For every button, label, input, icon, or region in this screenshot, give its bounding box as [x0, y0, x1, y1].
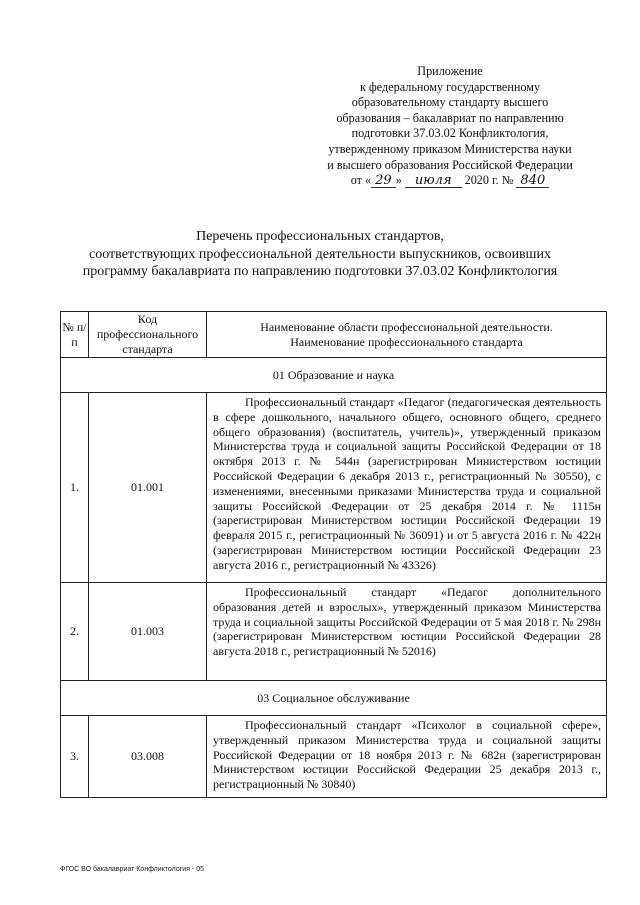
section-title: 01 Образование и наука — [61, 358, 607, 393]
appendix-line: образовательному стандарту высшего — [351, 95, 549, 110]
section-row — [61, 681, 607, 716]
date-year: 2020 г. № — [464, 173, 514, 188]
document-title — [30, 228, 610, 281]
header-number: № п/п — [61, 312, 89, 358]
title-line: Перечень профессиональных стандартов, — [196, 229, 444, 244]
row-standard-name — [207, 393, 607, 583]
row-code: 01.003 — [89, 583, 207, 681]
header-name-line: Наименование профессионального стандарта — [290, 334, 523, 349]
appendix-line: Приложение — [417, 64, 483, 78]
handwritten-month: июля — [405, 174, 462, 188]
row-code: 01.001 — [89, 393, 207, 583]
appendix-line: образования – бакалавриат по направлению — [336, 110, 564, 125]
row-number: 1. — [61, 393, 89, 583]
section-title: 03 Социальное обслуживание — [61, 681, 607, 716]
table-row — [61, 716, 607, 798]
handwritten-day: 29 — [371, 174, 396, 188]
date-mid: » — [395, 173, 402, 188]
header-name-line: Наименование области профессиональной деятельности. — [260, 319, 553, 334]
table-row — [61, 393, 607, 583]
appendix-line: к федеральному государственному — [359, 79, 541, 94]
appendix-line: и высшего образования Российской Федерации — [327, 157, 573, 172]
standards-table — [60, 311, 607, 798]
title-line: программу бакалавриата по направлению подготовки 37.03.02 Конфликтология — [82, 264, 558, 279]
appendix-block — [300, 64, 600, 189]
table-header-row — [61, 312, 607, 358]
order-date-line — [300, 173, 600, 189]
header-code: Код профессионального стандарта — [89, 312, 207, 358]
handwritten-number: 840 — [516, 174, 549, 188]
section-row — [61, 358, 607, 393]
row-standard-text: Профессиональный стандарт «Педагог (педагогическая деятельность в сфере дошкольного, начального общего, основного общего, среднего общего образования) (воспитатель, учитель)», утвержденный приказом Министерства труда и социальной защиты Российской Федерации от 18 октября 2013 г. № 544н (зарегистрирован Министерством юстиции Российской Федерации 6 декабря 2013 г., регистрационный № 30550), с изменениями, внесенными приказами Министерства труда и социальной защиты Российской Федерации от 25 декабря 2014 г. № 1115н (зарегистрирован Министерством юстиции Российской Федерации 19 февраля 2015 г., регистрационный № 36091) и от 5 августа 2016 г. № 422н (зарегистрирован Министерством юстиции Российской Федерации 23 августа 2016 г., регистрационный № 43326) — [213, 395, 601, 572]
header-name — [207, 312, 607, 358]
page-footer: ФГОС ВО бакалавриат Конфликтология - 05 — [60, 866, 204, 873]
row-standard-name — [207, 583, 607, 681]
appendix-line: утвержденному приказом Министерства науки — [328, 141, 572, 156]
row-code: 03.008 — [89, 716, 207, 798]
row-standard-text: Профессиональный стандарт «Педагог дополнительного образования детей и взрослых», утвержденный приказом Министерства труда и социальной защиты Российской Федерации от 5 мая 2018 г. № 298н (зарегистрирован Министерством юстиции Российской Федерации 28 августа 2018 г., регистрационный № 52016) — [213, 585, 601, 659]
table-row — [61, 583, 607, 681]
title-line: соответствующих профессиональной деятельности выпускников, освоивших — [89, 246, 551, 262]
row-number: 2. — [61, 583, 89, 681]
date-prefix: от « — [350, 173, 372, 188]
appendix-line: подготовки 37.03.02 Конфликтология, — [351, 126, 549, 141]
row-standard-text: Профессиональный стандарт «Психолог в социальной сфере», утвержденный приказом Министерства труда и социальной защиты Российской Федерации от 18 ноября 2013 г. № 682н (зарегистрирован Министерством юстиции Российской Федерации 25 декабря 2013 г., регистрационный № 30840) — [213, 718, 601, 792]
row-standard-name — [207, 716, 607, 798]
row-number: 3. — [61, 716, 89, 798]
